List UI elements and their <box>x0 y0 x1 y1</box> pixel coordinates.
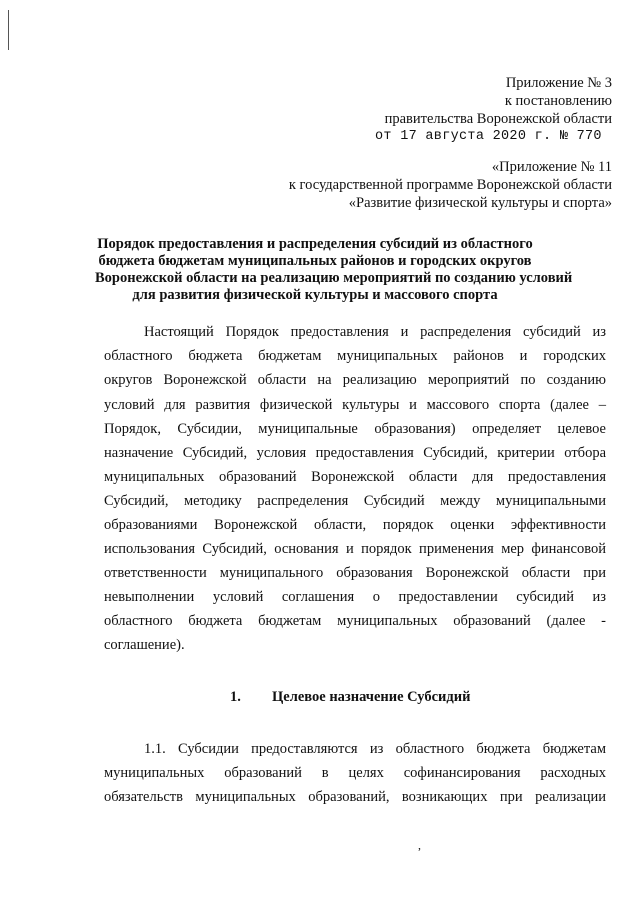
appendix-ref-government: правительства Воронежской области <box>384 111 612 127</box>
margin-mark <box>8 10 9 50</box>
scan-mark: , <box>418 838 421 852</box>
title-line: Воронежской области на реализацию мероприятий по созданию условий <box>95 270 573 286</box>
program-appendix-ref: к государственной программе Воронежской области <box>288 177 612 193</box>
paragraph-line: Субсидий, методику распределения Субсидий между муниципальными <box>104 493 606 509</box>
paragraph-line: невыполнении условий соглашения о предоставлении субсидий из <box>104 589 606 605</box>
paragraph-line: муниципальных образований Воронежской области для предоставления <box>104 469 606 485</box>
document-title <box>95 236 573 304</box>
paragraph-line: областного бюджета бюджетам муниципальных районов и городских <box>104 348 606 364</box>
paragraph-line: соглашение). <box>104 637 185 653</box>
paragraph-line: назначение Субсидий, условия предоставления Субсидий, критерии отбора <box>104 445 606 461</box>
appendix-ref-decree: к постановлению <box>504 93 612 109</box>
section-number: 1. <box>230 689 241 705</box>
paragraph-line: муниципальных образований в целях софинансирования расходных <box>104 765 606 781</box>
paragraph-line: ответственности муниципального образования Воронежской области при <box>104 565 606 581</box>
section-heading: Целевое назначение Субсидий <box>272 689 471 705</box>
title-line: для развития физической культуры и массового спорта <box>132 287 498 303</box>
title-line: бюджета бюджетам муниципальных районов и городских округов <box>98 253 532 269</box>
paragraph-line: образованиями Воронежской области, порядок оценки эффективности <box>104 517 606 533</box>
paragraph-line: Порядок, Субсидии, муниципальные образования) определяет целевое <box>104 421 606 437</box>
paragraph-line: использования Субсидий, основания и порядок применения мер финансовой <box>104 541 606 557</box>
title-line: Порядок предоставления и распределения субсидий из областного <box>97 236 533 252</box>
paragraph-line: обязательств муниципальных образований, возникающих при реализации <box>104 789 606 805</box>
appendix-number: Приложение № 3 <box>505 75 612 91</box>
paragraph-line: округов Воронежской области на реализацию мероприятий по созданию <box>104 372 606 388</box>
appendix-date-number: от 17 августа 2020 г. № 770 <box>375 129 602 144</box>
paragraph-line: 1.1. Субсидии предоставляются из областного бюджета бюджетам <box>144 741 606 757</box>
paragraph-line: областного бюджета бюджетам муниципальных образований (далее - <box>104 613 606 629</box>
paragraph-line: условий для развития физической культуры и массового спорта (далее – <box>104 397 606 413</box>
program-name: «Развитие физической культуры и спорта» <box>348 195 612 211</box>
paragraph-line: Настоящий Порядок предоставления и распределения субсидий из <box>144 324 606 340</box>
program-appendix-number: «Приложение № 11 <box>491 159 612 175</box>
